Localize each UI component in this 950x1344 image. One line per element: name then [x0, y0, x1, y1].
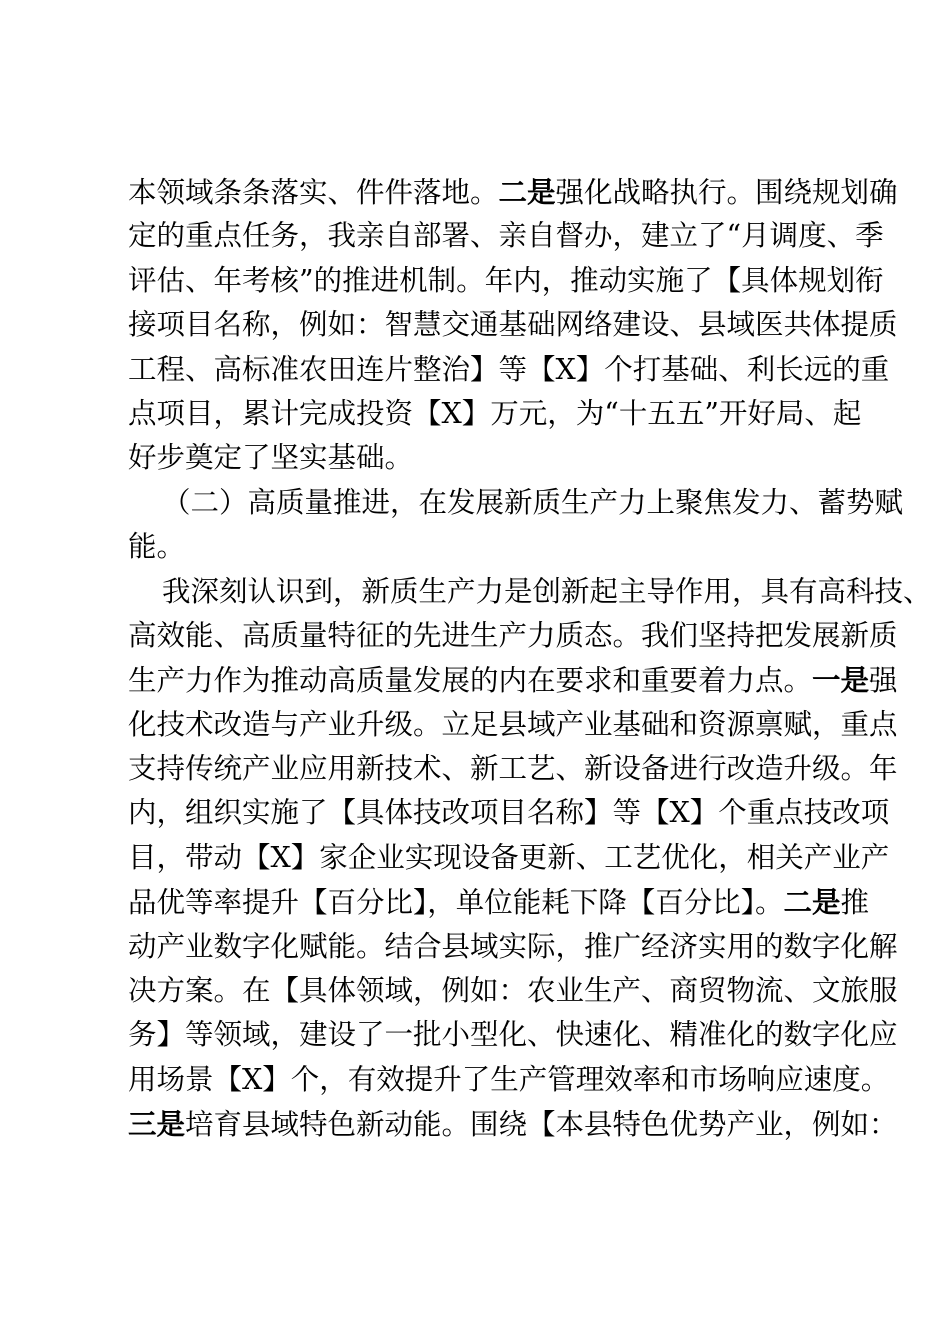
text-line: [128, 170, 898, 214]
text: 强化战略执行。围绕规划确: [555, 176, 898, 209]
emphasis-label: 二是: [783, 885, 841, 920]
emphasis-label: 一是: [812, 663, 870, 698]
text-line: 定的重点任务，我亲自部署、亲自督办，建立了“月调度、季: [128, 219, 884, 253]
text-line: 用场景【X】个，有效提升了生产管理效率和市场响应速度。: [128, 1062, 890, 1096]
text-line: 接项目名称，例如：智慧交通基础网络建设、县域医共体提质: [128, 308, 898, 342]
text-line: 工程、高标准农田连片整治】等【X】个打基础、利长远的重: [128, 352, 890, 386]
heading-line: （二）高质量推进，在发展新质生产力上聚焦发力、蓄势赋: [162, 485, 904, 519]
emphasis-label: 三是: [128, 1107, 186, 1142]
paragraph-new-productivity: [128, 570, 932, 1147]
text: 生产力作为推动高质量发展的内在要求和重要着力点。: [128, 664, 813, 698]
text-line: 内，组织实施了【具体技改项目名称】等【X】个重点技改项: [128, 796, 890, 830]
text-line: 决方案。在【具体领域，例如：农业生产、商贸物流、文旅服: [128, 974, 898, 1008]
text: 品优等率提升【百分比】，单位能耗下降【百分比】。: [128, 886, 784, 920]
document-page: [128, 170, 932, 1147]
text-line: 我深刻认识到，新质生产力是创新起主导作用，具有高科技、: [162, 574, 932, 608]
text-line: [128, 658, 898, 702]
text-line: 动产业数字化赋能。结合县域实际，推广经济实用的数字化解: [128, 929, 898, 963]
text-line: 评估、年考核”的推进机制。年内，推动实施了【具体规划衔: [128, 263, 884, 297]
paragraph-strategy-execution: [128, 170, 898, 481]
text: 本领域条条落实、件件落地。: [128, 176, 499, 209]
text: 强: [869, 664, 898, 698]
text: 推: [840, 886, 870, 920]
text-line: 化技术改造与产业升级。立足县域产业基础和资源禀赋，重点: [128, 707, 898, 741]
text-line: [128, 880, 870, 924]
heading-line: 能。: [128, 530, 186, 564]
text-line: 务】等领域，建设了一批小型化、快速化、精准化的数字化应: [128, 1018, 898, 1052]
text: 培育县域特色新动能。围绕【本县特色优势产业，例如：: [185, 1108, 898, 1142]
text-line: 高效能、高质量特征的先进生产力质态。我们坚持把发展新质: [128, 618, 898, 652]
text-line: 点项目，累计完成投资【X】万元，为“十五五”开好局、起: [128, 396, 862, 430]
text-line: 好步奠定了坚实基础。: [128, 441, 414, 475]
text-line: 目，带动【X】家企业实现设备更新、工艺优化，相关产业产: [128, 840, 890, 874]
text-line: [128, 1102, 898, 1146]
text-line: 支持传统产业应用新技术、新工艺、新设备进行改造升级。年: [128, 752, 898, 786]
section-heading-2: [128, 481, 904, 570]
emphasis-label: 二是: [498, 175, 556, 209]
